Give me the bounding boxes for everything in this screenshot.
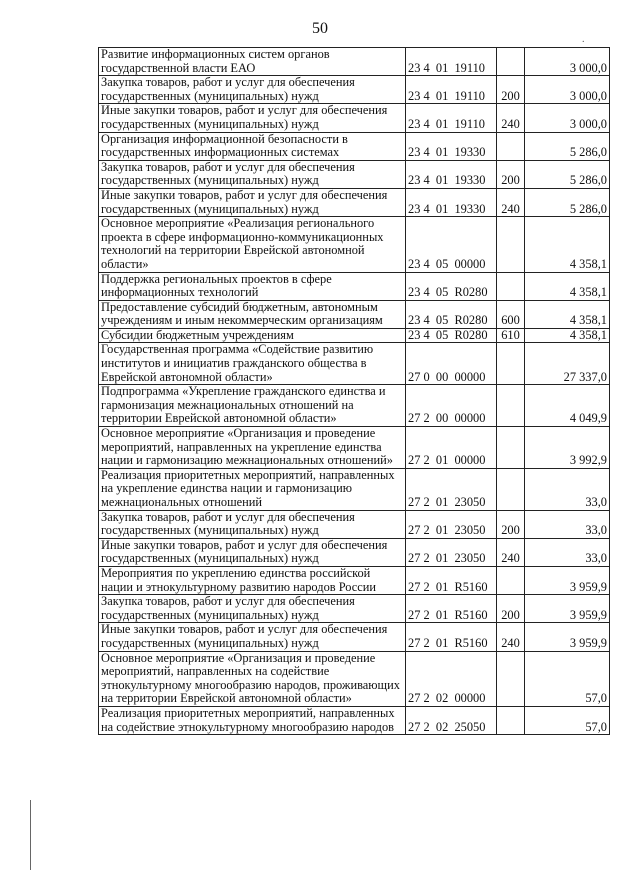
amount-cell: 3 000,0	[525, 76, 610, 104]
amount-cell: 3 000,0	[525, 48, 610, 76]
expense-type-cell	[497, 343, 525, 385]
target-code-cell: 27 2 01 00000	[406, 427, 497, 469]
amount-cell: 3 000,0	[525, 104, 610, 132]
target-code-cell: 23 4 05 R0280	[406, 300, 497, 328]
amount-cell: 4 049,9	[525, 385, 610, 427]
amount-cell: 3 959,9	[525, 566, 610, 594]
amount-cell: 4 358,1	[525, 272, 610, 300]
target-code-cell: 23 4 01 19110	[406, 76, 497, 104]
target-code-cell: 27 2 01 23050	[406, 468, 497, 510]
page-number: 50	[312, 20, 328, 37]
amount-cell: 57,0	[525, 706, 610, 734]
amount-cell: 5 286,0	[525, 132, 610, 160]
target-code-cell: 23 4 01 19330	[406, 132, 497, 160]
table-row	[99, 272, 610, 300]
amount-cell: 33,0	[525, 468, 610, 510]
expense-name-cell: Иные закупки товаров, работ и услуг для обеспечения государственных (муниципальных) нужд	[99, 188, 406, 216]
table-row	[99, 160, 610, 188]
table-row	[99, 595, 610, 623]
amount-cell: 4 358,1	[525, 300, 610, 328]
expense-name-cell: Иные закупки товаров, работ и услуг для обеспечения государственных (муниципальных) нужд	[99, 104, 406, 132]
expense-type-cell	[497, 427, 525, 469]
amount-cell: 57,0	[525, 651, 610, 706]
expense-name-cell: Государственная программа «Содействие развитию институтов и инициатив гражданского общества в Еврейской автономной области»	[99, 343, 406, 385]
expense-type-cell	[497, 48, 525, 76]
expense-name-cell: Закупка товаров, работ и услуг для обеспечения государственных (муниципальных) нужд	[99, 76, 406, 104]
table-row	[99, 188, 610, 216]
amount-cell: 3 959,9	[525, 623, 610, 651]
expense-name-cell: Закупка товаров, работ и услуг для обеспечения государственных (муниципальных) нужд	[99, 160, 406, 188]
amount-cell: 33,0	[525, 510, 610, 538]
expense-type-cell	[497, 706, 525, 734]
table-row	[99, 217, 610, 272]
table-row	[99, 510, 610, 538]
target-code-cell: 27 2 01 R5160	[406, 595, 497, 623]
amount-cell: 3 959,9	[525, 595, 610, 623]
expense-type-cell	[497, 566, 525, 594]
scan-margin-line	[30, 800, 31, 870]
amount-cell: 3 992,9	[525, 427, 610, 469]
table-row	[99, 48, 610, 76]
table-row	[99, 538, 610, 566]
expense-name-cell: Основное мероприятие «Организация и проведение мероприятий, направленных на содействие этнокультурному многообразию народов, проживающих на территории Еврейской автономной области»	[99, 651, 406, 706]
target-code-cell: 23 4 01 19110	[406, 48, 497, 76]
amount-cell: 33,0	[525, 538, 610, 566]
expense-type-cell	[497, 132, 525, 160]
expense-type-cell	[497, 217, 525, 272]
target-code-cell: 27 2 01 23050	[406, 538, 497, 566]
expense-name-cell: Поддержка региональных проектов в сфере информационных технологий	[99, 272, 406, 300]
budget-table	[98, 47, 610, 735]
target-code-cell: 27 2 02 25050	[406, 706, 497, 734]
expense-name-cell: Закупка товаров, работ и услуг для обеспечения государственных (муниципальных) нужд	[99, 510, 406, 538]
expense-name-cell: Основное мероприятие «Организация и проведение мероприятий, направленных на укрепление единства нации и гармонизацию межнациональных отношений»	[99, 427, 406, 469]
table-row	[99, 104, 610, 132]
target-code-cell: 23 4 01 19110	[406, 104, 497, 132]
expense-type-cell	[497, 651, 525, 706]
table-row	[99, 76, 610, 104]
expense-name-cell: Развитие информационных систем органов государственной власти ЕАО	[99, 48, 406, 76]
expense-type-cell: 600	[497, 300, 525, 328]
target-code-cell: 23 4 05 00000	[406, 217, 497, 272]
expense-name-cell: Реализация приоритетных мероприятий, направленных на содействие этнокультурному многообразию народов	[99, 706, 406, 734]
expense-name-cell: Организация информационной безопасности в государственных информационных системах	[99, 132, 406, 160]
target-code-cell: 27 2 00 00000	[406, 385, 497, 427]
expense-type-cell	[497, 272, 525, 300]
target-code-cell: 27 2 02 00000	[406, 651, 497, 706]
expense-type-cell: 240	[497, 188, 525, 216]
expense-name-cell: Реализация приоритетных мероприятий, направленных на укрепление единства нации и гармонизацию межнациональных отношений	[99, 468, 406, 510]
expense-name-cell: Предоставление субсидий бюджетным, автономным учреждениям и иным некоммерческим организациям	[99, 300, 406, 328]
expense-type-cell: 200	[497, 510, 525, 538]
amount-cell: 5 286,0	[525, 188, 610, 216]
expense-name-cell: Основное мероприятие «Реализация регионального проекта в сфере информационно-коммуникационных технологий на территории Еврейской автономной области»	[99, 217, 406, 272]
target-code-cell: 23 4 01 19330	[406, 160, 497, 188]
budget-table-body	[99, 48, 610, 735]
scan-mark: .	[582, 34, 585, 45]
expense-name-cell: Подпрограмма «Укрепление гражданского единства и гармонизация межнациональных отношений на территории Еврейской автономной области»	[99, 385, 406, 427]
target-code-cell: 27 2 01 R5160	[406, 623, 497, 651]
amount-cell: 27 337,0	[525, 343, 610, 385]
target-code-cell: 27 2 01 R5160	[406, 566, 497, 594]
table-row	[99, 328, 610, 343]
target-code-cell: 23 4 05 R0280	[406, 328, 497, 343]
expense-type-cell: 200	[497, 595, 525, 623]
target-code-cell: 27 2 01 23050	[406, 510, 497, 538]
table-row	[99, 566, 610, 594]
expense-name-cell: Иные закупки товаров, работ и услуг для обеспечения государственных (муниципальных) нужд	[99, 623, 406, 651]
expense-type-cell	[497, 468, 525, 510]
expense-type-cell	[497, 385, 525, 427]
expense-name-cell: Субсидии бюджетным учреждениям	[99, 328, 406, 343]
target-code-cell: 23 4 01 19330	[406, 188, 497, 216]
table-row	[99, 300, 610, 328]
expense-name-cell: Закупка товаров, работ и услуг для обеспечения государственных (муниципальных) нужд	[99, 595, 406, 623]
expense-type-cell: 610	[497, 328, 525, 343]
expense-type-cell: 200	[497, 160, 525, 188]
table-row	[99, 385, 610, 427]
target-code-cell: 27 0 00 00000	[406, 343, 497, 385]
target-code-cell: 23 4 05 R0280	[406, 272, 497, 300]
table-row	[99, 651, 610, 706]
amount-cell: 5 286,0	[525, 160, 610, 188]
table-row	[99, 706, 610, 734]
table-row	[99, 343, 610, 385]
expense-type-cell: 240	[497, 623, 525, 651]
expense-name-cell: Мероприятия по укреплению единства российской нации и этнокультурному развитию народов России	[99, 566, 406, 594]
amount-cell: 4 358,1	[525, 217, 610, 272]
expense-type-cell: 240	[497, 104, 525, 132]
expense-name-cell: Иные закупки товаров, работ и услуг для обеспечения государственных (муниципальных) нужд	[99, 538, 406, 566]
table-row	[99, 623, 610, 651]
expense-type-cell: 240	[497, 538, 525, 566]
expense-type-cell: 200	[497, 76, 525, 104]
amount-cell: 4 358,1	[525, 328, 610, 343]
table-row	[99, 427, 610, 469]
table-row	[99, 468, 610, 510]
table-row	[99, 132, 610, 160]
